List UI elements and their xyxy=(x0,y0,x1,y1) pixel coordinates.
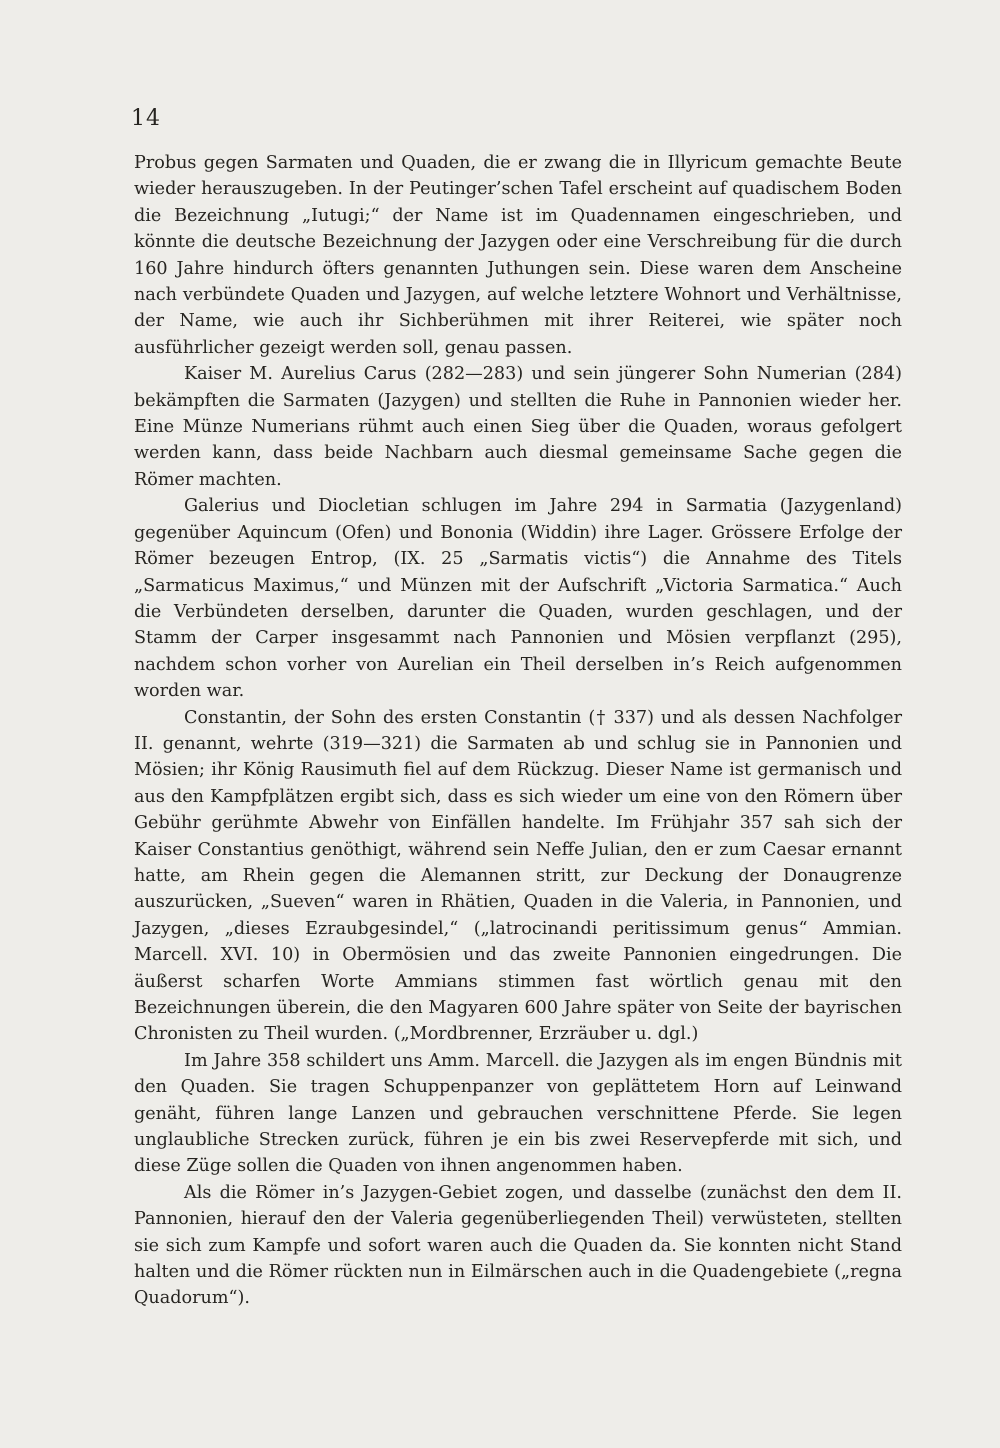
body-text xyxy=(134,150,902,1312)
page-number: 14 xyxy=(131,106,161,131)
paragraph-jazygen-gebiet: Als die Römer in’s Jazygen-Gebiet zogen, und dasselbe (zunächst den dem II. Pannonien, hierauf den der Valeria gegenüberliegenden Theil) verwüsteten, stellten sie sich zum Kampfe und sofort waren auch die Quaden da. Sie konnten nicht Stand halten und die Römer rückten nun in Eilmärschen auch in die Quadengebiete („regna Quadorum“). xyxy=(134,1182,902,1309)
paragraph-constantin: Constantin, der Sohn des ersten Constantin († 337) und als dessen Nachfolger II. genannt, wehrte (319—321) die Sarmaten ab und schlug sie in Pannonien und Mösien; ihr König Rausimuth fiel auf dem Rückzug. Dieser Name ist germanisch und aus den Kampfplätzen ergibt sich, dass es sich wieder um eine von den Römern über Gebühr gerühmte Abwehr von Einfällen handelte. Im Frühjahr 357 sah sich der Kaiser Constantius genöthigt, während sein Neffe Julian, den er zum Caesar ernannt hatte, am Rhein gegen die Alemannen stritt, zur Deckung der Donaugrenze auszurücken, „Sueven“ waren in Rhätien, Quaden in die Valeria, in Pannonien, und Jazygen, „dieses Ezraubgesindel,“ („latrocinandi peritissimum genus“ Ammian. Marcell. XVI. 10) in Obermösien und das zweite Pannonien eingedrungen. Die äußerst scharfen Worte Ammians stimmen fast wörtlich genau mit den Bezeichnungen überein, die den Magyaren 600 Jahre später von Seite der bayrischen Chronisten zu Theil wurden. („Mordbrenner, Erzräuber u. dgl.) xyxy=(134,707,902,1045)
paragraph-jahre-358: Im Jahre 358 schildert uns Amm. Marcell. die Jazygen als im engen Bündnis mit den Quaden. Sie tragen Schuppenpanzer von geplättetem Horn auf Leinwand genäht, führen lange Lanzen und gebrauchen verschnittene Pferde. Sie legen unglaubliche Strecken zurück, führen je ein bis zwei Reservepferde mit sich, und diese Züge sollen die Quaden von ihnen angenommen haben. xyxy=(134,1050,902,1177)
paragraph-galerius: Galerius und Diocletian schlugen im Jahre 294 in Sarmatia (Jazygenland) gegenüber Aquincum (Ofen) und Bononia (Widdin) ihre Lager. Grössere Erfolge der Römer bezeugen Entrop, (IX. 25 „Sarmatis victis“) die Annahme des Titels „Sarmaticus Maximus,“ und Münzen mit der Aufschrift „Victoria Sarmatica.“ Auch die Verbündeten derselben, darunter die Quaden, wurden geschlagen, und der Stamm der Carper insgesammt nach Pannonien und Mösien verpflanzt (295), nachdem schon vorher von Aurelian ein Theil derselben in’s Reich aufgenommen worden war. xyxy=(134,496,902,702)
paragraph-probus: Probus gegen Sarmaten und Quaden, die er zwang die in Illyricum gemachte Beute wieder herauszugeben. In der Peutinger’schen Tafel erscheint auf quadischem Boden die Bezeichnung „Iutugi;“ der Name ist im Quadennamen eingeschrieben, und könnte die deutsche Bezeichnung der Jazygen oder eine Verschreibung für die durch 160 Jahre hindurch öfters genannten Juthungen sein. Diese waren dem Anscheine nach verbündete Quaden und Jazygen, auf welche letztere Wohnort und Verhältnisse, der Name, wie auch ihr Sichberühmen mit ihrer Reiterei, wie später noch ausführlicher gezeigt werden soll, genau passen. xyxy=(134,153,902,358)
paragraph-carus: Kaiser M. Aurelius Carus (282—283) und sein jüngerer Sohn Numerian (284) bekämpften die Sarmaten (Jazygen) und stellten die Ruhe in Pannonien wieder her. Eine Münze Numerians rühmt auch einen Sieg über die Quaden, woraus gefolgert werden kann, dass beide Nachbarn auch diesmal gemeinsame Sache gegen die Römer machten. xyxy=(134,364,902,490)
